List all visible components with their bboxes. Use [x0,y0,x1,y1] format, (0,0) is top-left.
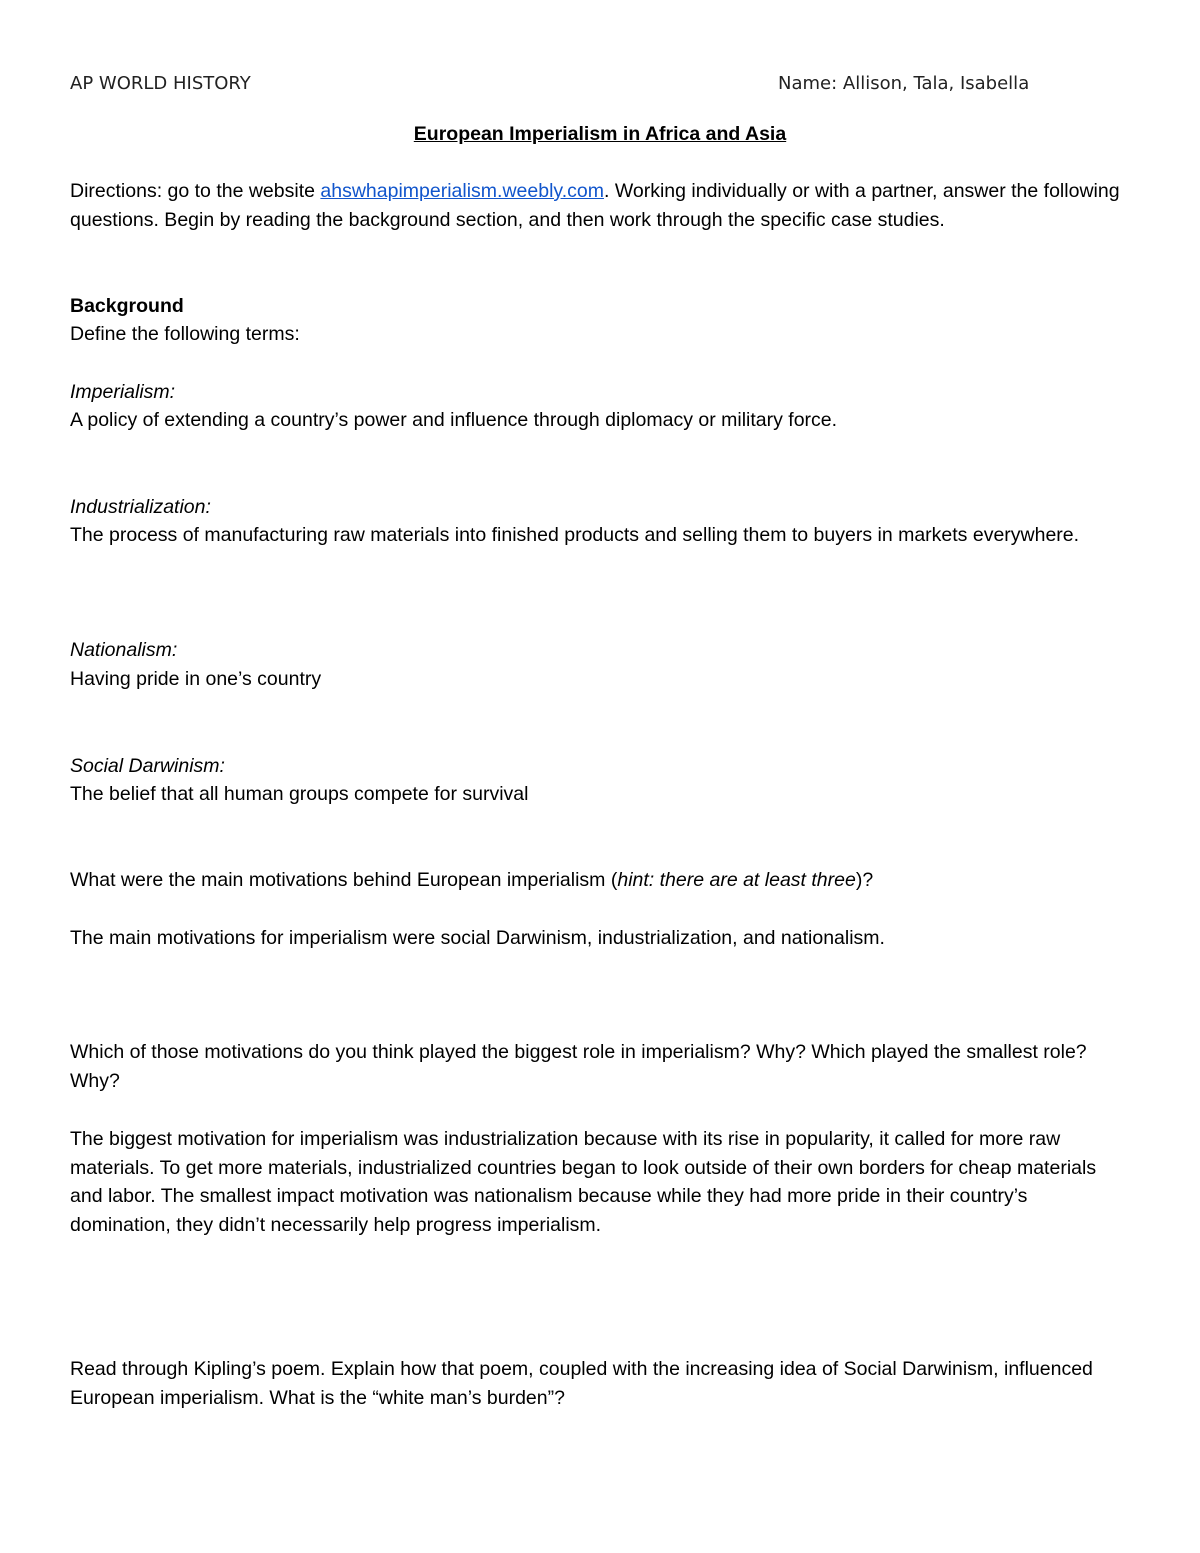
background-heading: Background [70,295,184,317]
question-3: Read through Kipling’s poem. Explain how that poem, coupled with the increasing idea of Social Darwinism, influenced European imperialism. What is the “white man’s burden”? [70,1358,1093,1409]
answer-1: The main motivations for imperialism were social Darwinism, industrialization, and nationalism. [70,927,885,949]
answer-2: The biggest motivation for imperialism was industrialization because with its rise in popularity, it called for more raw materials. To get more materials, industrialized countries began to look outside of their own borders for cheap materials and labor. The smallest impact motivation was nationalism because while they had more pride in their country’s domination, they didn’t necessarily help progress imperialism. [70,1128,1097,1237]
course-label: AP WORLD HISTORY [70,73,251,94]
definition-industrialization: The process of manufacturing raw materials into finished products and selling them to buyers in markets everywhere. [70,524,1080,546]
directions-suffix: . Working individually or with a partner, answer the following questions. Begin by reading the background section, and then work through the specific case studies. [70,180,1120,231]
question-1-hint: hint: there are at least three [617,869,856,891]
term-imperialism: Imperialism: [70,381,176,403]
student-names: Name: Allison, Tala, Isabella [778,73,1030,94]
directions [70,177,1130,234]
question-2: Which of those motivations do you think played the biggest role in imperialism? Why? Which played the smallest role? Why? [70,1041,1087,1092]
term-social-darwinism: Social Darwinism: [70,755,225,777]
definition-social-darwinism: The belief that all human groups compete for survival [70,783,529,805]
question-1-suffix: )? [855,869,874,891]
question-1-prefix: What were the main motivations behind European imperialism ( [70,869,618,891]
website-link[interactable]: ahswhapimperialism.weebly.com [320,180,604,202]
definition-imperialism: A policy of extending a country’s power and influence through diplomacy or military force. [70,409,838,431]
directions-prefix: Directions: go to the website [70,180,321,202]
definition-nationalism: Having pride in one’s country [70,668,322,690]
page-title: European Imperialism in Africa and Asia [413,123,787,145]
background-instruction: Define the following terms: [70,323,300,345]
question-1 [70,866,1130,895]
term-nationalism: Nationalism: [70,639,178,661]
term-industrialization: Industrialization: [70,496,211,518]
